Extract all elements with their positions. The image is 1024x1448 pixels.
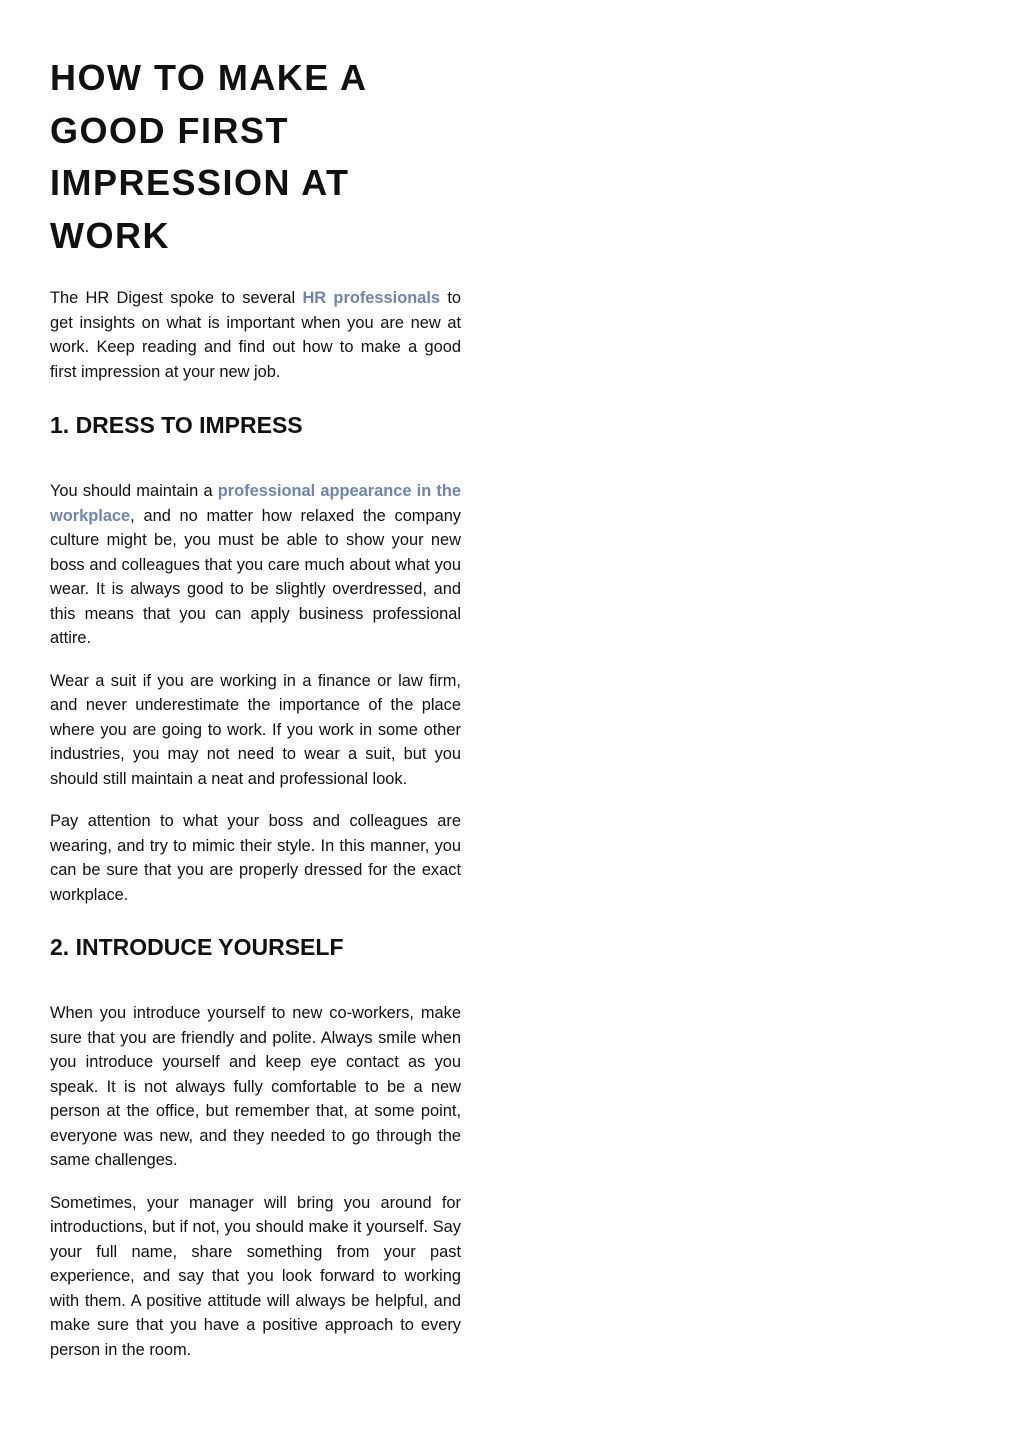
intro-text-before: The HR Digest spoke to several bbox=[50, 289, 303, 307]
page-title bbox=[50, 52, 461, 262]
introduce-paragraph-2: Sometimes, your manager will bring you around for introductions, but if not, you should make it yourself. Say your full name, share something from your past experience, and say that you look forward to working with them. A positive attitude will always be helpful, and make sure that you have a positive approach to every person in the room. bbox=[50, 1193, 461, 1359]
intro-text-after: to get insights on what is important when you are new at work. Keep reading and find out how to make a good first impression at your new job. bbox=[50, 289, 461, 381]
title-line: HOW TO MAKE A bbox=[50, 57, 368, 98]
dress-paragraph-2: Wear a suit if you are working in a finance or law firm, and never underestimate the importance of the place where you are going to work. If you work in some other industries, you may not need to wear a suit, but you should still maintain a neat and professional look. bbox=[50, 671, 461, 788]
intro-paragraph bbox=[50, 286, 461, 384]
article bbox=[50, 0, 461, 1362]
introduce-paragraph-1: When you introduce yourself to new co-workers, make sure that you are friendly and polite. Always smile when you introduce yourself and keep eye contact as you speak. It is not always fully comfortable to be a new person at the office, but remember that, at some point, everyone was new, and they needed to go through the same challenges. bbox=[50, 1004, 461, 1169]
title-line: WORK bbox=[50, 214, 170, 256]
hr-professionals-link[interactable]: HR professionals bbox=[302, 289, 441, 307]
dress-p1-before: You should maintain a bbox=[50, 482, 218, 500]
dress-paragraph-3: Pay attention to what your boss and colleagues are wearing, and try to mimic their style. In this manner, you can be sure that you are properly dressed for the exact workplace. bbox=[50, 812, 461, 904]
dress-paragraph-1 bbox=[50, 479, 461, 651]
section-heading-introduce: 2. INTRODUCE YOURSELF bbox=[50, 934, 344, 960]
dress-p1-after: , and no matter how relaxed the company culture might be, you must be able to show your new boss and colleagues that you care much about what you wear. It is always good to be slightly overdressed, and this means that you can apply business professional attire. bbox=[50, 506, 461, 647]
professional-appearance-link[interactable]: professional appearance in the workplace bbox=[50, 482, 461, 525]
section-heading-dress: 1. DRESS TO IMPRESS bbox=[50, 412, 303, 438]
title-line: IMPRESSION AT bbox=[50, 162, 350, 203]
title-line: GOOD FIRST bbox=[50, 109, 289, 151]
